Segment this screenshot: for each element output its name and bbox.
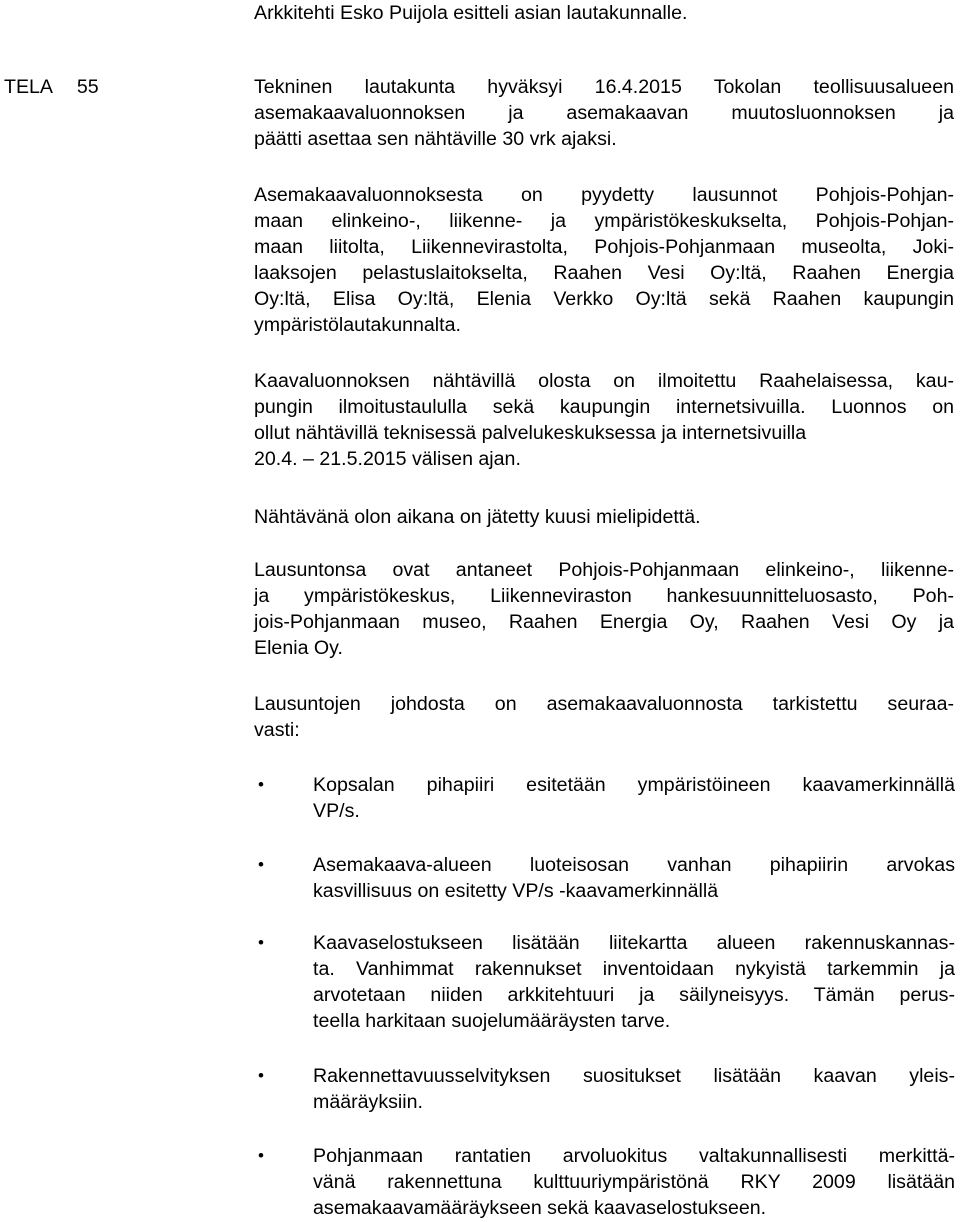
- paragraph-line: maan liitolta, Liikennevirastolta, Pohjois-Pohjanmaan museolta, Joki-: [254, 236, 954, 258]
- paragraph-line: ja ympäristökeskus, Liikenneviraston hankesuunnitteluosasto, Poh-: [254, 585, 954, 607]
- paragraph-line: laaksojen pelastuslaitokselta, Raahen Vesi Oy:ltä, Raahen Energia: [254, 262, 954, 284]
- section-ref-label: TELA: [4, 76, 52, 98]
- paragraph-decision: [254, 74, 954, 152]
- paragraph-line: ollut nähtävillä teknisessä palvelukeskuksessa ja internetsivuilla: [254, 422, 807, 444]
- paragraph-line: Nähtävänä olon aikana on jätetty kuusi mielipidettä.: [254, 506, 701, 528]
- bullet-icon: •: [258, 933, 264, 952]
- list-item-text: [313, 1143, 955, 1221]
- paragraph-line: Oy:ltä, Elisa Oy:ltä, Elenia Verkko Oy:ltä sekä Raahen kaupungin: [254, 288, 954, 310]
- list-item-line: VP/s.: [313, 800, 360, 822]
- list-item-line: asemakaavamääräykseen sekä kaavaselostukseen.: [313, 1197, 767, 1219]
- paragraph-line: Lausuntojen johdosta on asemakaavaluonnosta tarkistettu seuraa-: [254, 693, 954, 715]
- paragraph-line: vasti:: [254, 719, 300, 741]
- intro-text: Arkkitehti Esko Puijola esitteli asian lautakunnalle.: [254, 2, 688, 24]
- paragraph-revisions-intro: [254, 691, 954, 743]
- section-ref: [4, 74, 99, 100]
- paragraph-statements-given: [254, 557, 954, 661]
- paragraph-line: jois-Pohjanmaan museo, Raahen Energia Oy, Raahen Vesi Oy ja: [254, 611, 954, 633]
- section-ref-number: 55: [76, 76, 99, 98]
- paragraph-line: asemakaavaluonnoksen ja asemakaavan muutosluonnoksen ja: [254, 102, 954, 124]
- bullet-icon: •: [258, 775, 264, 794]
- list-item-line: arvotetaan niiden arkkitehtuuri ja säilyneisyys. Tämän perus-: [313, 984, 955, 1006]
- bullet-icon: •: [258, 855, 264, 874]
- paragraph-line: pungin ilmoitustaululla sekä kaupungin internetsivuilla. Luonnos on: [254, 396, 954, 418]
- list-item-line: Kopsalan pihapiiri esitetään ympäristöineen kaavamerkinnällä: [313, 774, 955, 796]
- paragraph-line: päätti asettaa sen nähtäville 30 vrk ajaksi.: [254, 128, 617, 150]
- list-item-line: Rakennettavuusselvityksen suositukset lisätään kaavan yleis-: [313, 1065, 955, 1087]
- list-item-text: [313, 1063, 955, 1115]
- list-item-text: [313, 930, 955, 1034]
- bullet-icon: •: [258, 1066, 264, 1085]
- list-item-line: ta. Vanhimmat rakennukset inventoidaan nykyistä tarkemmin ja: [313, 958, 955, 980]
- paragraph-opinions: [254, 504, 954, 530]
- list-item-line: Asemakaava-alueen luoteisosan vanhan pihapiirin arvokas: [313, 854, 955, 876]
- bullet-icon: •: [258, 1146, 264, 1165]
- list-item-line: teella harkitaan suojelumääräysten tarve.: [313, 1010, 671, 1032]
- paragraph-line: Lausuntonsa ovat antaneet Pohjois-Pohjanmaan elinkeino-, liikenne-: [254, 559, 954, 581]
- paragraph-line: Kaavaluonnoksen nähtävillä olosta on ilmoitettu Raahelaisessa, kau-: [254, 370, 954, 392]
- paragraph-line: 20.4. – 21.5.2015 välisen ajan.: [254, 448, 521, 470]
- list-item-text: [313, 852, 955, 904]
- paragraph-line: Asemakaavaluonnoksesta on pyydetty lausunnot Pohjois-Pohjan-: [254, 184, 954, 206]
- list-item-line: Kaavaselostukseen lisätään liitekartta alueen rakennuskannas-: [313, 932, 955, 954]
- list-item-line: Pohjanmaan rantatien arvoluokitus valtakunnallisesti merkittä-: [313, 1145, 955, 1167]
- paragraph-statements-requested: [254, 182, 954, 338]
- paragraph-public-notice: [254, 368, 954, 472]
- paragraph-line: Elenia Oy.: [254, 637, 343, 659]
- paragraph-line: ympäristölautakunnalta.: [254, 314, 461, 336]
- list-item-line: vänä rakennettuna kulttuuriympäristönä RKY 2009 lisätään: [313, 1171, 955, 1193]
- paragraph-line: Tekninen lautakunta hyväksyi 16.4.2015 Tokolan teollisuusalueen: [254, 76, 954, 98]
- list-item-text: [313, 772, 955, 824]
- list-item-line: kasvillisuus on esitetty VP/s -kaavamerkinnällä: [313, 880, 719, 902]
- paragraph-line: maan elinkeino-, liikenne- ja ympäristökeskukselta, Pohjois-Pohjan-: [254, 210, 954, 232]
- list-item-line: määräyksiin.: [313, 1091, 423, 1113]
